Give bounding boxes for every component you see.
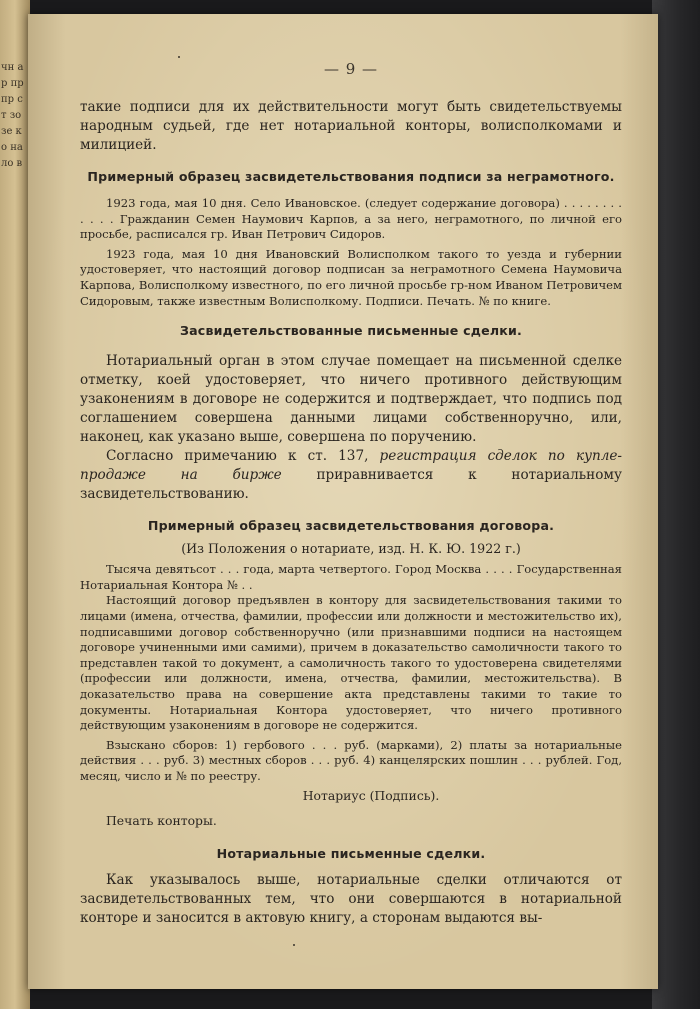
background-right (652, 0, 700, 1009)
italic-text-run: регистрация сделок по купле-продаже на бирже (80, 448, 623, 484)
print-speck (178, 56, 180, 58)
sample-paragraph: Настоящий договор предъявлен в контору для засвидетельствования такими то лицами (имена, отчества, фамилии, профессии или должности и местожительство их), подписавшими договор собственноручно (или признавшими подписи на настоящем договоре учиненными ими самими), причем в доказательство самоличности такого то представлен такой то документ, а самоличность такого то удостоверена свидетелями (профессии или должности, имена, отчества, фамилии, местожительства). В доказательство права на совершение акта представлены такими то такие то документы. Нотариальная Контора удостоверяет, что ничего противного действующим узаконениям в договоре не содержится. (80, 593, 622, 733)
page-number: — 9 — (323, 60, 379, 78)
intro-paragraph: такие подписи для их действительности могут быть свидетельствуемы народным судьей, где нет нотариальной конторы, волисполкомами и милицией. (80, 99, 622, 153)
sample-paragraph: 1923 года, мая 10 дня Ивановский Волисполком такого то уезда и губернии удостоверяет, что настоящий договор подписан за неграмотного Семена Наумовича Карпова, Волисполкому известного, по его личной просьбе гр-ном Иваном Петровичем Сидоровым, также известным Волисполкому. Подписи. Печать. № по книге. (80, 246, 622, 308)
body-paragraph (80, 447, 622, 504)
office-seal-line: Печать конторы. (106, 813, 217, 829)
page-content (80, 60, 622, 928)
text-run: приравнивается к нотариальному засвидетельствованию. (80, 467, 622, 503)
book-page (28, 14, 658, 989)
text-run: Согласно примечанию к ст. 137, (106, 448, 369, 465)
body-paragraph: Как указывалось выше, нотариальные сделки отличаются от засвидетельствованных тем, что они совершаются в нотариальной конторе и заносится в актовую книгу, а сторонам выдаются вы- (80, 872, 622, 927)
sample-paragraph: Взыскано сборов: 1) гербового . . . руб. (марками), 2) платы за нотариальные действия . . . руб. 3) местных сборов . . . руб. 4) канцелярских пошлин . . . рублей. Год, месяц, число и № по реестру. (80, 737, 622, 783)
adjacent-page-edge (0, 0, 30, 1009)
print-speck (293, 944, 295, 946)
notary-signature-line: Нотариус (Подпись). (302, 788, 440, 804)
illiterate-signature-sample (80, 196, 622, 309)
sample-paragraph: Тысяча девятьсот . . . года, марта четвертого. Город Москва . . . . Государственная Нотариальная Контора № . . (80, 562, 622, 592)
section-heading-notarial-deals: Нотариальные письменные сделки. (216, 846, 486, 862)
section-heading-certified-deals: Засвидетельствованные письменные сделки. (179, 323, 523, 339)
section-heading-contract-sample: Примерный образец засвидетельствования договора. (147, 518, 555, 534)
sample-paragraph: 1923 года, мая 10 дня. Село Ивановское. (следует содержание договора) . . . . . . . . . . . . Гражданин Семен Наумович Карпов, а за него, неграмотного, по личной его просьбе, расписался гр. Иван Петрович Сидоров. (80, 196, 622, 242)
contract-sample (80, 562, 622, 784)
adjacent-page-text: чн а р пр пр ст зо зе ко на ло в (1, 62, 24, 169)
body-paragraph: Нотариальный орган в этом случае помещает на письменной сделке отметку, коей удостоверяет, что ничего противного действующим узаконениям в договоре не содержится и подтверждает, что подпись под соглашением совершена данными лицами собственноручно, или, наконец, как указано выше, совершена по поручению. (80, 353, 622, 446)
source-reference: (Из Положения о нотариате, изд. Н. К. Ю. 1922 г.) (181, 541, 521, 557)
section-heading-illiterate-signature: Примерный образец засвидетельствования подписи за неграмотного. (87, 169, 615, 184)
